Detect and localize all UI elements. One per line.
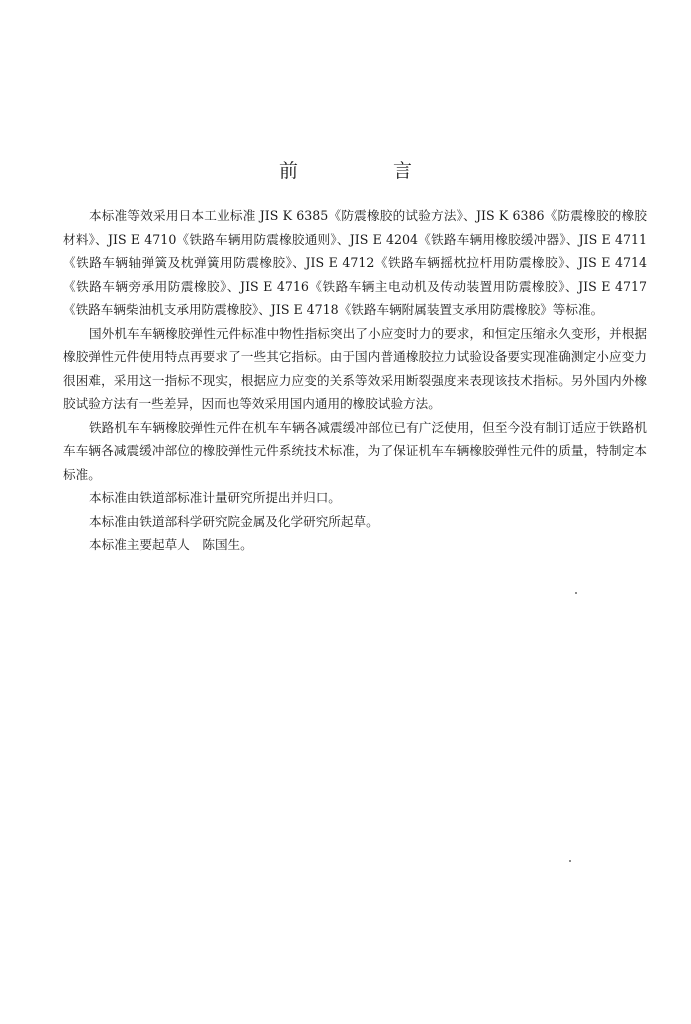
paragraph-adoption: 本标准等效采用日本工业标准 JIS K 6385《防震橡胶的试验方法》、JIS K 6386《防震橡胶的橡胶材料》、JIS E 4710《铁路车辆用防震橡胶通则》、JIS E 4204《铁路车辆用橡胶缓冲器》、JIS E 4711《铁路车辆轴弹簧及枕弹簧用防震橡胶》、JIS E 4712《铁路车辆摇枕拉杆用防震橡胶》、JIS E 4714《铁路车辆旁承用防震橡胶》、JIS E 4716《铁路车辆主电动机及传动装置用防震橡胶》、JIS E 4717《铁路车辆柴油机支承用防震橡胶》、JIS E 4718《铁路车辆附属装置支承用防震橡胶》等标准。 bbox=[63, 208, 647, 317]
paragraph-purpose: 铁路机车车辆橡胶弹性元件在机车车辆各减震缓冲部位已有广泛使用，但至今没有制订适应于铁路机车车辆各减震缓冲部位的橡胶弹性元件系统技术标准，为了保证机车车辆橡胶弹性元件的质量，特制定本标准。 bbox=[63, 419, 647, 482]
paragraph-proposer: 本标准由铁道部标准计量研究所提出并归口。 bbox=[89, 490, 341, 505]
paragraph-drafter: 本标准由铁道部科学研究院金属及化学研究所起草。 bbox=[89, 513, 379, 529]
foreword-body bbox=[63, 204, 647, 557]
scan-speck bbox=[569, 860, 571, 862]
paragraph-indicators: 国外机车车辆橡胶弹性元件标准中物性指标突出了小应变时力的要求，和恒定压缩永久变形，并根据橡胶弹性元件使用特点再要求了一些其它指标。由于国内普通橡胶拉力试验设备要实现准确测定小应变力很困难，采用这一指标不现实，根据应力应变的关系等效采用断裂强度来表现该技术指标。另外国内外橡胶试验方法有一些差异，因而也等效采用国内通用的橡胶试验方法。 bbox=[63, 325, 647, 411]
scan-speck bbox=[575, 592, 577, 594]
page-title: 前 言 bbox=[278, 160, 450, 182]
paragraph-authors: 本标准主要起草人 陈国生。 bbox=[89, 537, 253, 552]
